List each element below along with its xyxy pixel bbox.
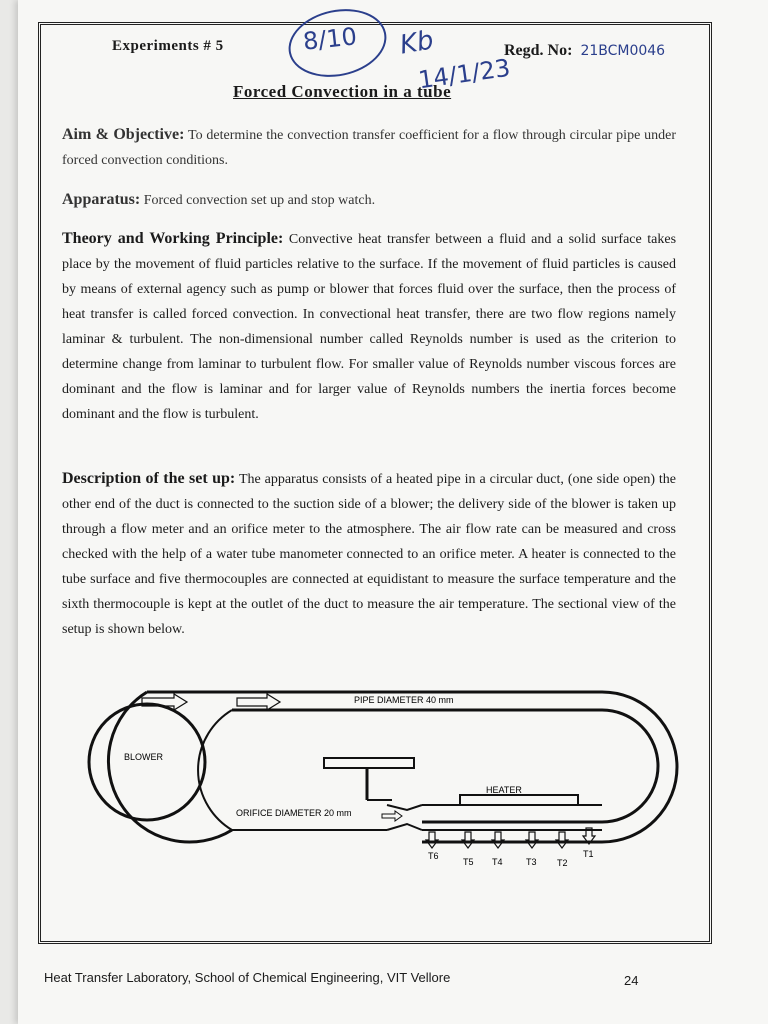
description-section — [62, 466, 676, 642]
registration-number — [504, 42, 665, 60]
regd-value: 21BCM0046 — [580, 43, 666, 59]
blower-circle — [89, 704, 205, 820]
pipe-diameter-label: PIPE DIAMETER 40 mm — [354, 695, 454, 705]
heater — [460, 795, 578, 805]
apparatus-text: Forced convection set up and stop watch. — [143, 193, 376, 208]
thermocouple-t5: T5 — [463, 857, 474, 867]
aim-text: To determine the convection transfer coefficient for a flow through circular pipe under forced convection conditions. — [62, 128, 676, 168]
setup-diagram — [62, 680, 682, 880]
apparatus-label: Apparatus: — [62, 191, 141, 208]
footer-text: Heat Transfer Laboratory, School of Chemical Engineering, VIT Vellore — [44, 970, 451, 985]
thermocouple-t4: T4 — [492, 857, 503, 867]
aim-section — [62, 122, 676, 173]
apparatus-section — [62, 187, 676, 213]
description-label: Description of the set up: — [62, 470, 236, 487]
experiment-number: Experiments # 5 — [112, 38, 224, 54]
thermocouple-t6: T6 — [428, 851, 439, 861]
page-title: Forced Convection in a tube — [233, 82, 452, 101]
theory-text: Convective heat transfer between a fluid and a solid surface takes place by the movement of fluid particles relative to the surface. If the movement of fluid particles is caused by means of external agency such as pump or blower that forces fluid over the surface, then the process of heat transfer is called forced convection. In convectional heat transfer, there are two flow regions namely laminar & turbulent. The non-dimensional number called Reynolds number is used as the criterion to determine change from laminar to turbulent flow. For smaller value of Reynolds number viscous forces are dominant and the flow is laminar and for larger value of Reynolds numbers the inertia forces become dominant and the flow is turbulent. — [62, 232, 677, 422]
signature-handwritten: Kb — [397, 25, 436, 61]
aim-label: Aim & Objective: — [62, 126, 185, 143]
theory-label: Theory and Working Principle: — [62, 230, 284, 247]
marks-handwritten: 8/10 — [301, 22, 359, 56]
theory-section — [62, 226, 676, 427]
thermocouple-t1: T1 — [583, 849, 594, 859]
thermocouple-t3: T3 — [526, 857, 537, 867]
page-number: 24 — [624, 973, 639, 988]
manometer — [324, 758, 414, 768]
description-text: The apparatus consists of a heated pipe in a circular duct, (one side open) the other end of the duct is connected to the suction side of a blower; the delivery side of the blower is taken up through a flow meter and an orifice meter to the atmosphere. The air flow rate can be measured and cross checked with the help of a water tube manometer connected to an orifice meter. A heater is connected to the tube surface and five thermocouples are connected at equidistant to measure the surface temperature and the sixth thermocouple is kept at the outlet of the duct to measure the air temperature. The sectional view of the setup is shown below. — [62, 472, 677, 637]
blower-label: BLOWER — [124, 752, 164, 762]
thermocouple-t2: T2 — [557, 858, 568, 868]
date-handwritten: 14/1/23 — [416, 53, 513, 95]
regd-label: Regd. No: — [504, 42, 573, 59]
heater-label: HEATER — [486, 785, 522, 795]
orifice-diameter-label: ORIFICE DIAMETER 20 mm — [236, 808, 352, 818]
